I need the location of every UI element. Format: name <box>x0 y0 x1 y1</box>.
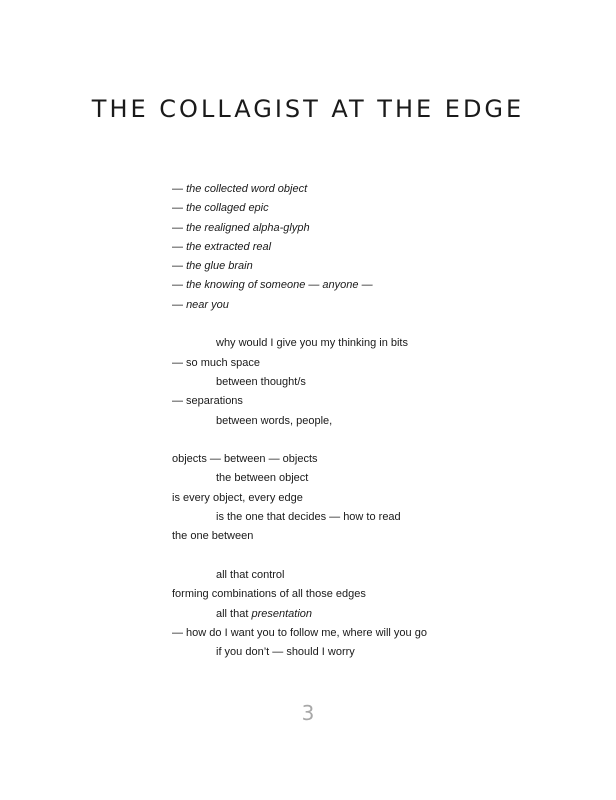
poem-line <box>172 605 592 624</box>
line-text: — how do I want you to follow me, where will you go <box>172 626 427 639</box>
poem-line <box>172 412 592 431</box>
poem-line <box>172 180 592 199</box>
poem-line <box>172 508 592 527</box>
poem-line <box>172 334 592 353</box>
italic-text: the collaged epic <box>186 202 269 215</box>
poem-line <box>172 392 592 411</box>
poem-line <box>172 624 592 643</box>
line-text: forming combinations of all those edges <box>172 588 366 601</box>
line-text: why would I give you my thinking in bits <box>216 337 408 350</box>
poem-line <box>172 566 592 585</box>
line-text: — separations <box>172 395 243 408</box>
line-text: if you don’t — should I worry <box>216 646 355 659</box>
poem-line <box>172 219 592 238</box>
poem-line <box>172 585 592 604</box>
line-text: is every object, every edge <box>172 491 303 504</box>
line-text: — <box>172 298 187 311</box>
line-text: — <box>172 183 187 195</box>
line-text: is the one that decides — how to read <box>216 511 401 524</box>
poem-line <box>172 373 592 392</box>
poem-body <box>172 180 592 662</box>
poem-line <box>172 296 592 315</box>
poem-line <box>172 469 592 488</box>
line-text: — so much space <box>172 356 261 369</box>
poem-line <box>172 276 592 295</box>
line-text: — <box>172 221 187 234</box>
line-text: the one between <box>172 530 254 543</box>
line-text: between thought/s <box>216 375 306 388</box>
line-text: all that <box>216 607 252 620</box>
line-text: objects — between — objects <box>172 453 318 466</box>
poem-line <box>172 450 592 469</box>
poem-line <box>172 199 592 218</box>
line-text: — <box>172 240 187 253</box>
line-text: — <box>172 202 187 215</box>
italic-text: the collected word object <box>186 183 308 195</box>
italic-text: the realigned alpha-glyph <box>186 221 310 234</box>
italic-text: presentation <box>251 607 313 620</box>
poem-line <box>172 238 592 257</box>
stanza-break <box>172 547 592 566</box>
line-text: between words, people, <box>216 414 333 427</box>
stanza-break <box>172 315 592 334</box>
line-text: — <box>172 279 187 292</box>
italic-text: the glue brain <box>186 260 253 273</box>
poem-line <box>172 643 592 662</box>
poem-title: THE COLLAGIST AT THE EDGE <box>91 95 525 123</box>
line-text: the between object <box>216 472 309 485</box>
italic-text: near you <box>186 298 229 311</box>
poem-line <box>172 354 592 373</box>
line-text: all that control <box>216 568 285 581</box>
stanza-break <box>172 431 592 450</box>
italic-text: the extracted real <box>186 240 272 253</box>
poem-line <box>172 257 592 276</box>
italic-text: the knowing of someone — anyone — <box>186 279 373 292</box>
page-number: 3 <box>301 701 315 725</box>
poem-line <box>172 489 592 508</box>
poem-line <box>172 527 592 546</box>
line-text: — <box>172 260 187 273</box>
